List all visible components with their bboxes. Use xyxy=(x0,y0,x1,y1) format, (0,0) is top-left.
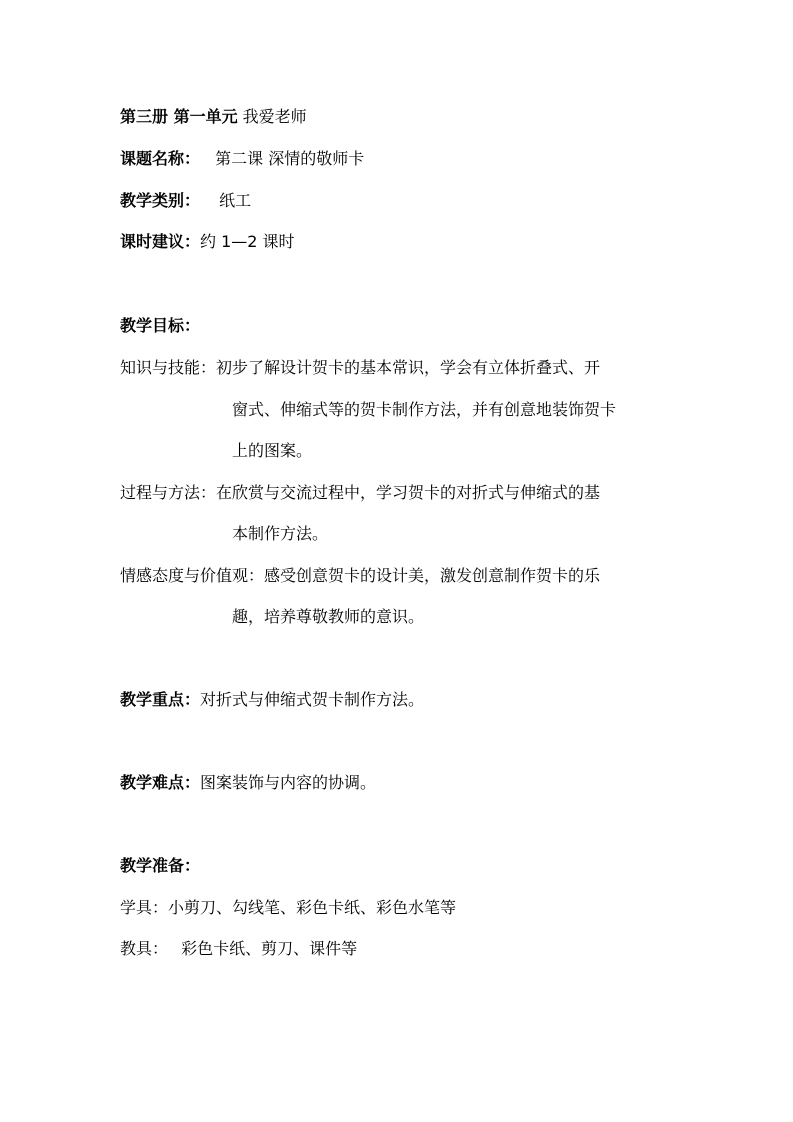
key-point-value: 对折式与伸缩式贺卡制作方法。 xyxy=(200,690,425,709)
difficulty-row xyxy=(120,773,376,793)
lesson-name-label: 课题名称： xyxy=(120,149,201,168)
student-tools-row xyxy=(120,898,456,918)
student-tools-value: 小剪刀、勾线笔、彩色卡纸、彩色水笔等 xyxy=(168,898,457,917)
knowledge-line-3: 上的图案。 xyxy=(232,441,313,460)
knowledge-line-2: 窗式、伸缩式等的贺卡制作方法，并有创意地装饰贺卡 xyxy=(232,400,617,419)
lesson-type-row xyxy=(120,191,251,211)
preparation-heading: 教学准备： xyxy=(120,856,201,875)
emotion-row xyxy=(120,566,600,586)
lesson-type-value: 纸工 xyxy=(219,191,252,210)
unit-header xyxy=(120,107,307,127)
student-tools-label: 学具： xyxy=(120,898,169,917)
lesson-hours-row xyxy=(120,232,295,252)
difficulty-label: 教学难点： xyxy=(120,773,201,792)
knowledge-line-1: 初步了解设计贺卡的基本常识，学会有立体折叠式、开 xyxy=(216,358,601,377)
lesson-name-value: 第二课 深情的敬师卡 xyxy=(215,149,365,168)
key-point-label: 教学重点： xyxy=(120,690,201,709)
lesson-type-label: 教学类别： xyxy=(120,191,201,210)
teacher-tools-row xyxy=(120,939,357,959)
teacher-tools-value: 彩色卡纸、剪刀、课件等 xyxy=(176,939,358,958)
process-line-2: 本制作方法。 xyxy=(232,524,329,543)
knowledge-label: 知识与技能： xyxy=(120,358,217,377)
objectives-heading: 教学目标： xyxy=(120,316,201,335)
key-point-row xyxy=(120,690,424,710)
teacher-tools-label: 教具： xyxy=(120,939,169,958)
emotion-label: 情感态度与价值观： xyxy=(120,566,265,585)
difficulty-value: 图案装饰与内容的协调。 xyxy=(200,773,377,792)
process-label: 过程与方法： xyxy=(120,483,217,502)
process-line-1: 在欣赏与交流过程中，学习贺卡的对折式与伸缩式的基 xyxy=(216,483,601,502)
lesson-hours-label: 课时建议： xyxy=(120,232,201,251)
emotion-line-2: 趣，培养尊敬教师的意识。 xyxy=(232,607,425,626)
process-row xyxy=(120,483,600,503)
knowledge-row xyxy=(120,358,600,378)
lesson-name-row xyxy=(120,149,364,169)
emotion-line-1: 感受创意贺卡的设计美，激发创意制作贺卡的乐 xyxy=(264,566,601,585)
unit-title: 我爱老师 xyxy=(242,107,307,126)
volume-unit: 第三册 第一单元 xyxy=(120,107,238,126)
lesson-hours-value: 约 1—2 课时 xyxy=(200,232,295,251)
